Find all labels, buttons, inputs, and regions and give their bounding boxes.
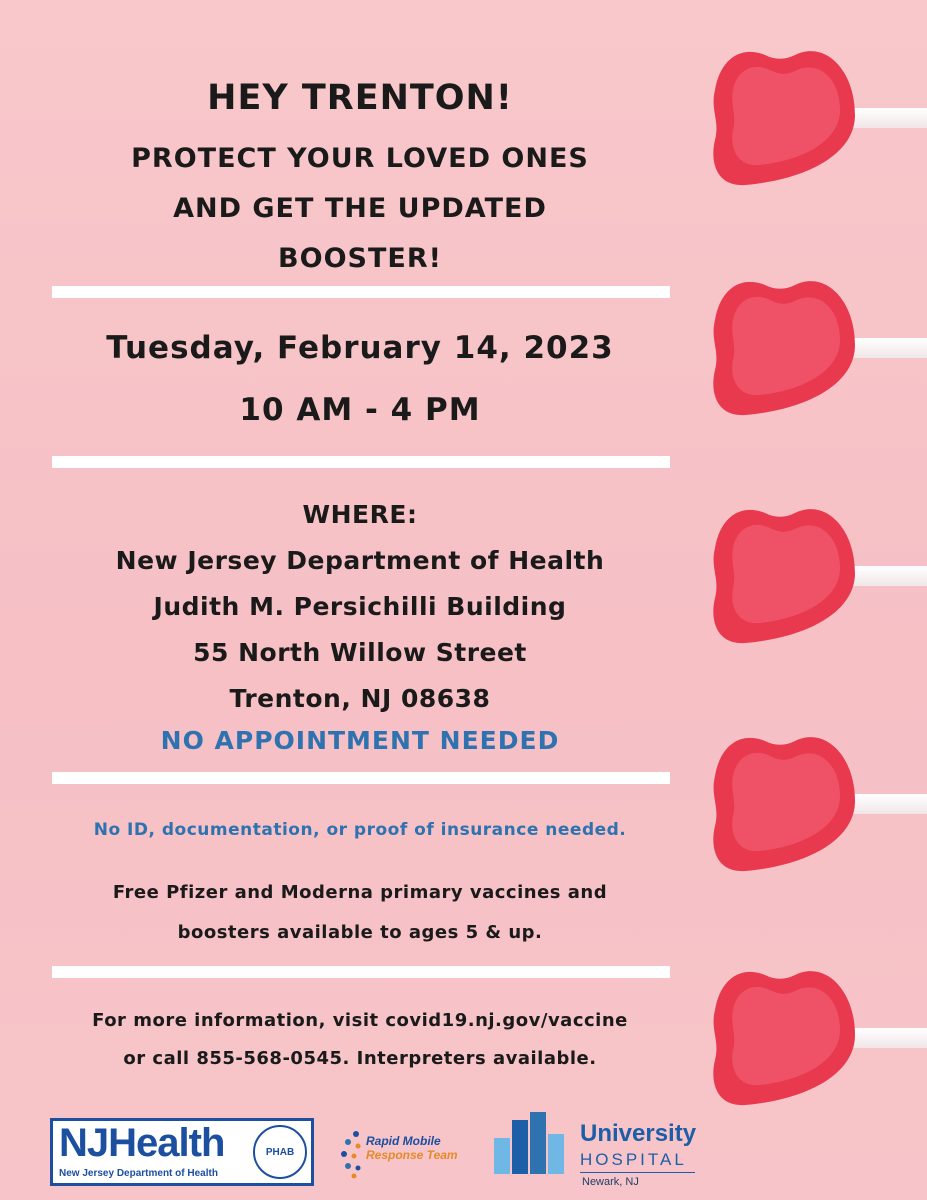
location-block — [50, 492, 670, 722]
info-line-1: For more information, visit covid19.nj.gov/vaccine — [92, 1010, 628, 1031]
nj-health-wordmark — [59, 1121, 224, 1166]
divider — [52, 286, 670, 298]
location-line-4: Trenton, NJ 08638 — [229, 684, 491, 713]
no-id-notice: No ID, documentation, or proof of insurance needed. — [93, 820, 627, 840]
headline-line-1: PROTECT YOUR LOVED ONES — [131, 143, 589, 174]
no-appointment-notice: NO APPOINTMENT NEEDED — [160, 726, 560, 755]
nj-prefix: NJ — [59, 1121, 109, 1165]
divider — [52, 772, 670, 784]
divider — [52, 456, 670, 468]
event-date: Tuesday, February 14, 2023 — [106, 330, 614, 366]
nj-health-logo — [50, 1118, 314, 1186]
rmrt-line-2: Response Team — [366, 1148, 458, 1162]
phab-label: PHAB — [265, 1147, 295, 1158]
location-line-3: 55 North Willow Street — [193, 638, 527, 667]
university-hospital-logo — [490, 1106, 710, 1192]
heart-lollipop — [680, 940, 927, 1140]
heart-lollipop — [680, 250, 927, 450]
free-vaccines-notice — [50, 873, 670, 953]
uh-divider — [580, 1172, 695, 1173]
headline-subtitle — [50, 134, 670, 284]
heart-lollipop — [680, 20, 927, 220]
uh-emblem-icon — [490, 1108, 570, 1178]
free-line-1: Free Pfizer and Moderna primary vaccines and — [112, 882, 608, 903]
headline-line-2: AND GET THE UPDATED — [173, 193, 547, 224]
rmrt-line-1: Rapid Mobile — [366, 1134, 441, 1148]
heart-icon — [705, 270, 875, 420]
location-line-1: New Jersey Department of Health — [115, 546, 605, 575]
heart-icon — [705, 498, 875, 648]
uh-line-1: University — [580, 1120, 697, 1147]
info-line-2: or call 855-568-0545. Interpreters available. — [123, 1048, 597, 1069]
heart-icon — [705, 726, 875, 876]
free-line-2: boosters available to ages 5 & up. — [177, 922, 543, 943]
dots-icon — [336, 1124, 366, 1184]
nj-word: Health — [108, 1121, 225, 1165]
divider — [52, 966, 670, 978]
nj-health-subtitle: New Jersey Department of Health — [59, 1168, 218, 1179]
uh-line-2: HOSPITAL — [580, 1150, 687, 1169]
heart-icon — [705, 960, 875, 1110]
uh-line-3: Newark, NJ — [582, 1176, 639, 1188]
rapid-mobile-response-logo — [336, 1118, 466, 1188]
event-time: 10 AM - 4 PM — [239, 392, 481, 428]
more-info — [50, 1002, 670, 1078]
location-line-2: Judith M. Persichilli Building — [153, 592, 567, 621]
heart-icon — [705, 40, 875, 190]
location-label: WHERE: — [302, 500, 418, 529]
heart-lollipop — [680, 706, 927, 906]
headline-line-3: BOOSTER! — [278, 243, 442, 274]
headline-title: HEY TRENTON! — [207, 78, 513, 118]
heart-lollipop-decoration — [680, 0, 927, 1200]
heart-lollipop — [680, 478, 927, 678]
phab-seal-icon — [253, 1125, 307, 1179]
